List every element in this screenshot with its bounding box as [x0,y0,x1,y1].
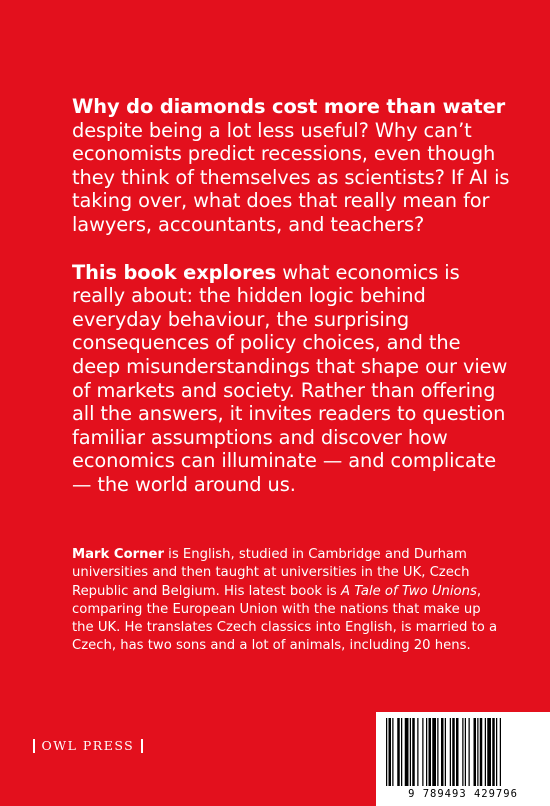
publisher-logo [33,738,143,753]
barcode-stripe [462,718,463,786]
author-bio-paragraph [72,546,502,656]
barcode-stripe [474,718,477,786]
barcode-stripe [465,718,466,786]
barcode-stripe [452,718,455,786]
barcode-stripe [422,718,423,786]
barcode-stripe [426,718,427,786]
barcode [376,712,550,806]
publisher-bar-right [141,739,143,753]
barcode-stripe [417,718,418,786]
barcode-stripe [485,718,486,786]
blurb-lead-2: This book explores [72,260,277,284]
barcode-stripe [477,718,478,786]
blurb-text-2: what economics is really about: the hidden logic behind everyday behaviour, the surprising consequences of policy choices, and the deep misunderstandings that shape our view of markets and society. Rather than offering all the answers, it invites readers to question familiar assumptions and discover how economics can illuminate — and complicate — the world around us. [72,260,508,496]
barcode-stripe [429,718,432,786]
isbn-number: 9 789493 429796 [408,788,518,800]
author-name: Mark Corner [72,547,164,562]
blurb-paragraph-2 [72,261,512,497]
barcode-stripe [450,718,451,786]
barcode-stripe [412,718,415,786]
author-bio-text-1: is English, studied in Cambridge and Durham universities and then taught at universities in the UK, Czech Republic and Belgium. His latest book is [72,547,470,599]
blurb-lead-1: Why do diamonds cost more than water [72,95,506,118]
barcode-stripe [432,718,436,786]
barcode-stripe [500,718,501,786]
barcode-stripe [437,718,438,786]
barcode-stripe [441,718,444,786]
barcode-stripe [456,718,459,786]
barcode-stripe [496,718,497,786]
barcode-stripe [397,718,400,786]
barcode-stripe [389,718,392,786]
barcode-stripe [401,718,402,786]
barcode-stripe [392,718,393,786]
barcode-stripe [492,718,495,786]
barcode-stripe [445,718,446,786]
barcode-stripe [386,718,387,786]
barcode-stripe [405,718,409,786]
barcode-stripe [487,718,491,786]
barcode-stripe [480,718,483,786]
blurb-text-1: despite being a lot less useful? Why can’t economists predict recessions, even though they think of themselves as scientists? If AI is taking over, what does that really mean for lawyers, accountants, and teachers? [72,118,510,236]
publisher-bar-left [33,739,35,753]
publisher-name: OWL PRESS [41,738,135,753]
barcode-stripe [469,718,470,786]
author-bio [72,546,502,656]
barcode-bars [386,718,540,786]
author-bio-text-2: , comparing the European Union with the nations that make up the UK. He translates Czech classics into English, is married to a Czech, has two sons and a lot of animals, including 20 hens. [72,583,498,654]
blurb [72,95,512,497]
book-title: A Tale of Two Unions [340,583,477,599]
barcode-stripe [410,718,411,786]
blurb-paragraph-1 [72,95,512,237]
